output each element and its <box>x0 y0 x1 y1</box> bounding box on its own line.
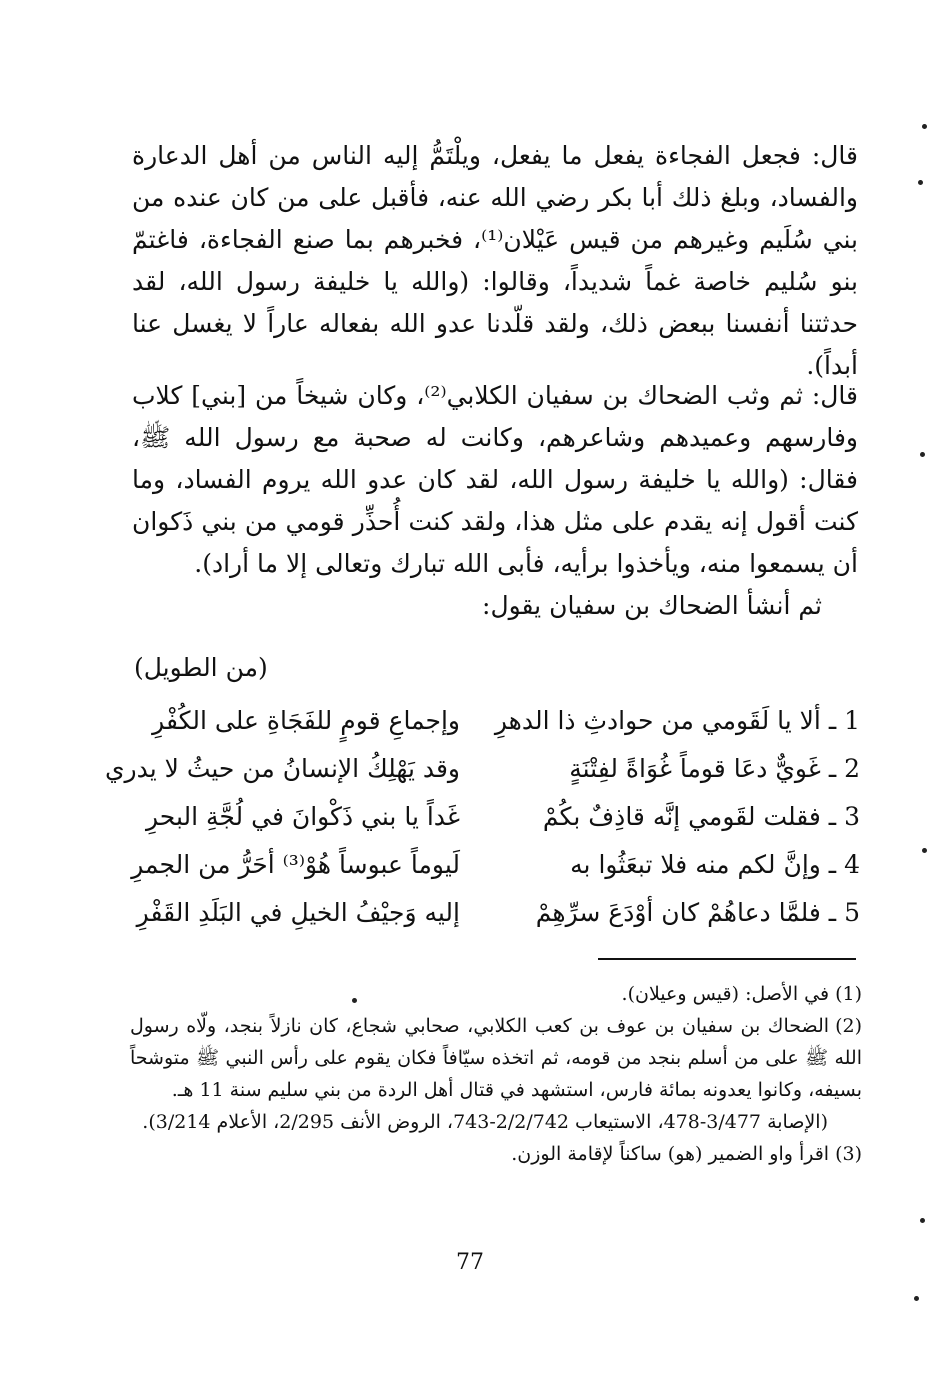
paragraph-2: قال: ثم وثب الضحاك بن سفيان الكلابي⁽²⁾، وكان شيخاً من [بني] كلاب وفارسهم وعميدهم وشاعرهم، وكانت له صحبة مع رسول الله ﷺ، فقال: (والله يا خليفة رسول الله، لقد كان عدو الله يروم الفساد، وما كنت أقول إنه يقدم على مثل هذا، ولقد كنت أُحذِّر قومي من بني ذَكوان أن يسمعوا منه، ويأخذوا برأيه، فأبى الله تبارك وتعالى إلا ما أراد). <box>132 381 858 578</box>
scan-speck <box>922 124 927 129</box>
verse-first-hemistich: 4 ـ وإنَّ لكم منه فلا تبعَثُوا به <box>570 849 860 879</box>
verse <box>130 792 860 840</box>
footnote-text: الضحاك بن سفيان بن عوف بن كعب الكلابي، صحابي شجاع، كان نازلاً بنجد، ولّاه رسول الله ﷺ على من أسلم بنجد من قومه، ثم اتخذه سيّافاً فكان يقوم على رأس النبي ﷺ متوشحاً بسيفه، وكانوا يعدونه بمائة فارس، استشهد في قتال أهل الردة من بني سليم سنة 11 هـ. <box>130 1015 862 1101</box>
verse-second-hemistich: لَيوماً عبوساً هُوْ⁽³⁾ أحَرُّ من الجمرِ <box>131 849 460 879</box>
verse-first-hemistich: 3 ـ فقلت لقَومي إنَّه قاذِفٌ بكُمْ <box>542 801 860 831</box>
footnote-3 <box>130 1138 862 1170</box>
footnote-divider <box>598 958 856 960</box>
scan-speck <box>922 848 927 853</box>
footnote-text: في الأصل: (قيس وعيلان). <box>621 983 830 1005</box>
verse-second-hemistich: غَداً يا بني ذَكْوانَ في لُجَّةِ البحرِ <box>146 801 460 831</box>
verse <box>130 696 860 744</box>
verse <box>130 840 860 888</box>
verse-first-hemistich: 2 ـ غَويٌّ دعَا قوماً غُوَاةً لفِتْنَةٍ <box>569 753 860 783</box>
footnotes <box>130 978 862 1170</box>
poem-intro: ثم أنشأ الضحاك بن سفيان يقول: <box>482 591 822 620</box>
footnote-2-sources <box>130 1106 862 1138</box>
paragraph-1: قال: فجعل الفجاءة يفعل ما يفعل، ويلْتَمُّ إليه الناس من أهل الدعارة والفساد، وبلغ ذلك أبا بكر رضي الله عنه، فأقبل على من كان عنده من بني سُلَيم وغيرهم من قيس عَيْلان⁽¹⁾، فخبرهم بما صنع الفجاءة، فاغتمّ بنو سُليم خاصة غماً شديداً، وقالوا: (والله يا خليفة رسول الله، لقد حدثتنا أنفسنا ببعض ذلك، ولقد قلّدنا عدو الله بفعاله عاراً لا يغسل عنا أبداً). <box>132 141 858 380</box>
scan-speck <box>352 998 357 1003</box>
scan-speck <box>920 1218 925 1223</box>
footnote-number: (2) <box>835 1015 862 1037</box>
scan-speck <box>914 1296 919 1301</box>
footnote-number: (1) <box>835 983 862 1005</box>
scan-speck <box>918 180 923 185</box>
footnote-text: اقرأ واو الضمير (هو) ساكناً لإقامة الوزن. <box>511 1143 830 1165</box>
poem-meter: (من الطويل) <box>134 653 268 682</box>
verse <box>104 744 860 792</box>
verse-second-hemistich: وقد يَهْلِكُ الإنسانُ من حيثُ لا يدري <box>104 753 460 783</box>
verse-second-hemistich: إليه وَجيْفُ الخيلِ في البَلَدِ القَفْرِ <box>136 897 460 927</box>
verse-first-hemistich: 5 ـ فلمَّا دعاهُمْ كان أوْدَعَ سرِّهِمْ <box>535 897 860 927</box>
verse-second-hemistich: وإجماعِ قومٍ للفَجَاةِ على الكُفْرِ <box>152 705 460 735</box>
page-number: 77 <box>456 1250 484 1275</box>
verse <box>130 888 860 936</box>
scan-speck <box>920 452 925 457</box>
poem <box>104 696 860 936</box>
footnote-2 <box>130 1010 862 1106</box>
footnote-number: (3) <box>835 1143 862 1165</box>
verse-first-hemistich: 1 ـ ألا يا لَقَومي من حوادثِ ذا الدهرِ <box>494 705 860 735</box>
footnote-text: (الإصابة 3/477-478، الاستيعاب 2/2/742-743، الروض الأنف 2/295، الأعلام 3/214). <box>142 1111 828 1133</box>
footnote-1 <box>130 978 862 1010</box>
